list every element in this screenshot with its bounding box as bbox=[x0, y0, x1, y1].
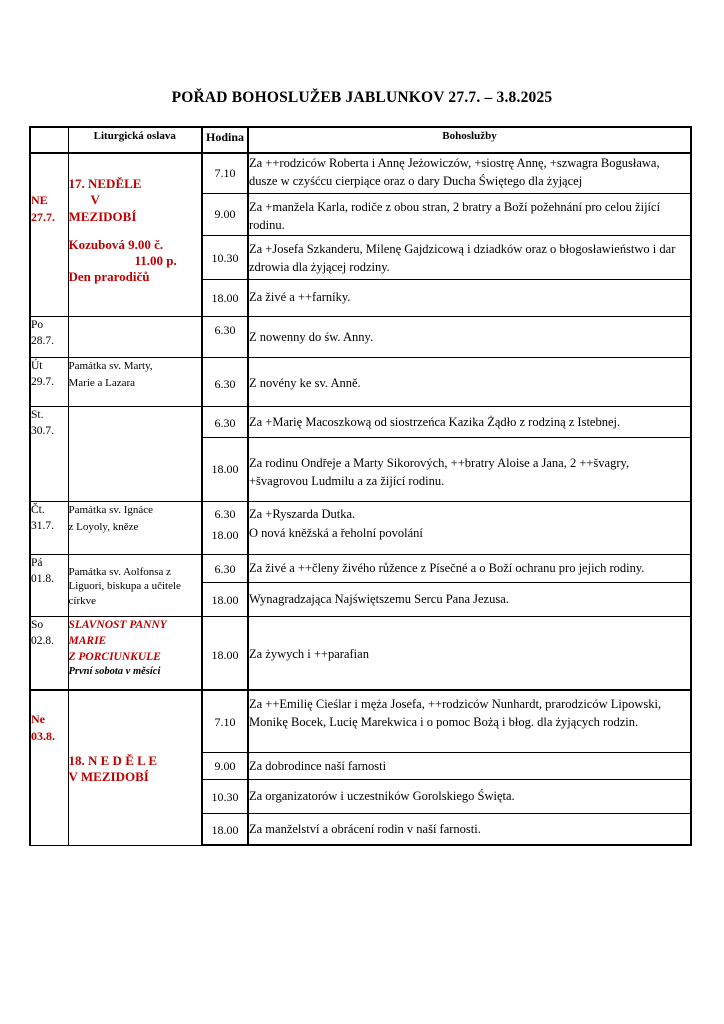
service-line: Za +Ryszarda Dutka. bbox=[249, 506, 356, 521]
liturgy-cell bbox=[68, 501, 202, 554]
day-cell: St. 30.7. bbox=[30, 406, 68, 501]
page-title: POŘAD BOHOSLUŽEB JABLUNKOV 27.7. – 3.8.2025 bbox=[171, 89, 553, 106]
day-label: NE 27.7. bbox=[31, 193, 55, 225]
service-text: Za živé a ++členy živého růžence z Písečné a o Boží ochranu pro jejich rodiny. bbox=[248, 554, 691, 582]
time-cell: 9.00 bbox=[202, 752, 248, 779]
service-text: Wynagradzająca Najświętszemu Sercu Pana Jezusa. bbox=[248, 582, 691, 616]
liturgy-line: Z PORCIUNKULE bbox=[68, 650, 161, 663]
liturgy-line: Marie a Lazara bbox=[68, 377, 136, 390]
time-cell: 7.10 bbox=[202, 690, 248, 752]
time-cell: 6.30 bbox=[202, 316, 248, 357]
service-text: Za +Josefa Szkanderu, Milenę Gajdzicową i dziadków oraz o błogosławieństwo i dar zdrowia dla żyjącej rodziny. bbox=[248, 235, 691, 279]
table-header-row bbox=[30, 127, 691, 153]
day-cell: Po 28.7. bbox=[30, 316, 68, 357]
liturgy-line: 11.00 p. bbox=[134, 253, 177, 268]
service-text: Za rodinu Ondřeje a Marty Sikorových, ++bratry Aloise a Jana, 2 ++švagry, +švagrovou Ludmilu a za žijící rodinu. bbox=[248, 437, 691, 501]
time-cell: 10.30 bbox=[202, 779, 248, 813]
liturgy-line: MARIE bbox=[68, 634, 107, 647]
time-cell: 9.00 bbox=[202, 193, 248, 235]
service-text: Za ++Emilię Cieślar i męża Josefa, ++rodziców Nunhardt, prarodziców Lipowski, Monikę Bocek, Lucię Marekwica i o pomoc Bożą i błog. dla żyjących rodzin. bbox=[248, 690, 691, 752]
liturgy-line: 17. NEDĚLE bbox=[68, 176, 142, 191]
header-liturgy: Liturgická oslava bbox=[68, 127, 202, 153]
time-cell: 18.00 bbox=[202, 279, 248, 316]
liturgy-line: Památka sv. Ignáce bbox=[68, 503, 154, 516]
time-cell bbox=[202, 501, 248, 554]
day-cell bbox=[30, 690, 68, 845]
service-text: Za organizatorów i uczestników Gorolskiego Święta. bbox=[248, 779, 691, 813]
time-value: 18.00 bbox=[211, 527, 239, 542]
table-row bbox=[30, 406, 691, 437]
liturgy-cell bbox=[68, 406, 202, 501]
service-text: Za dobrodince naší farnosti bbox=[248, 752, 691, 779]
service-text: Za +manžela Karla, rodiče z obou stran, 2 bratry a Boží požehnání pro celou žijící rodinu. bbox=[248, 193, 691, 235]
liturgy-line: Kozubová 9.00 č. bbox=[68, 236, 164, 252]
table-row bbox=[30, 616, 691, 690]
service-text: Z novény ke sv. Anně. bbox=[248, 357, 691, 406]
time-cell: 18.00 bbox=[202, 616, 248, 690]
time-cell: 6.30 bbox=[202, 357, 248, 406]
day-cell: Út 29.7. bbox=[30, 357, 68, 406]
day-cell bbox=[30, 153, 68, 316]
liturgy-line: 18. N E D Ě L E bbox=[68, 753, 157, 768]
table-row bbox=[30, 501, 691, 554]
header-hour: Hodina bbox=[202, 127, 248, 153]
liturgy-line: SLAVNOST PANNY bbox=[68, 618, 167, 631]
time-cell: 18.00 bbox=[202, 813, 248, 845]
liturgy-cell bbox=[68, 616, 202, 690]
day-cell: Čt. 31.7. bbox=[30, 501, 68, 554]
service-line: O nová kněžská a řeholní povolání bbox=[249, 525, 423, 540]
liturgy-cell: Památka sv. Aolfonsa z Liguori, biskupa a učitele církve bbox=[68, 554, 202, 616]
liturgy-cell bbox=[68, 690, 202, 845]
schedule-table bbox=[29, 126, 692, 846]
time-cell: 18.00 bbox=[202, 582, 248, 616]
liturgy-line: Den prarodičů bbox=[68, 269, 150, 285]
time-cell: 6.30 bbox=[202, 554, 248, 582]
service-text: Z nowenny do św. Anny. bbox=[248, 316, 691, 357]
service-text: Za živé a ++farníky. bbox=[248, 279, 691, 316]
day-cell: So 02.8. bbox=[30, 616, 68, 690]
liturgy-line bbox=[69, 225, 202, 237]
service-text: Za ++rodziców Roberta i Annę Jeżowiczów, +siostrę Annę, +szwagra Bogusława, dusze w czyśćcu cierpiące oraz o dary Ducha Świętego dla żyjącej bbox=[248, 153, 691, 193]
table-row bbox=[30, 153, 691, 193]
time-cell: 18.00 bbox=[202, 437, 248, 501]
table-row bbox=[30, 690, 691, 752]
table-row bbox=[30, 554, 691, 582]
time-value: 6.30 bbox=[214, 506, 236, 521]
liturgy-line: V bbox=[90, 192, 100, 208]
service-text: Za żywych i ++parafian bbox=[248, 616, 691, 690]
service-text: Za +Marię Macoszkową od siostrzeńca Kazika Żądło z rodziną z Istebnej. bbox=[248, 406, 691, 437]
liturgy-cell bbox=[68, 153, 202, 316]
liturgy-line: Památka sv. Marty, bbox=[68, 359, 153, 372]
liturgy-cell bbox=[68, 316, 202, 357]
day-cell: Pá 01.8. bbox=[30, 554, 68, 616]
liturgy-line: z Loyoly, kněze bbox=[68, 521, 139, 534]
liturgy-line: MEZIDOBÍ bbox=[68, 208, 137, 224]
service-text bbox=[248, 501, 691, 554]
time-cell: 10.30 bbox=[202, 235, 248, 279]
time-cell: 6.30 bbox=[202, 406, 248, 437]
header-services: Bohoslužby bbox=[248, 127, 691, 153]
service-text: Za manželství a obrácení rodin v naší farnosti. bbox=[248, 813, 691, 845]
day-label: Ne 03.8. bbox=[31, 712, 55, 744]
time-cell: 7.10 bbox=[202, 153, 248, 193]
liturgy-line: První sobota v měsíci bbox=[68, 665, 161, 677]
table-row bbox=[30, 357, 691, 406]
table-row bbox=[30, 316, 691, 357]
header-day-cell bbox=[30, 127, 68, 153]
liturgy-cell bbox=[68, 357, 202, 406]
liturgy-line: V MEZIDOBÍ bbox=[68, 769, 149, 785]
